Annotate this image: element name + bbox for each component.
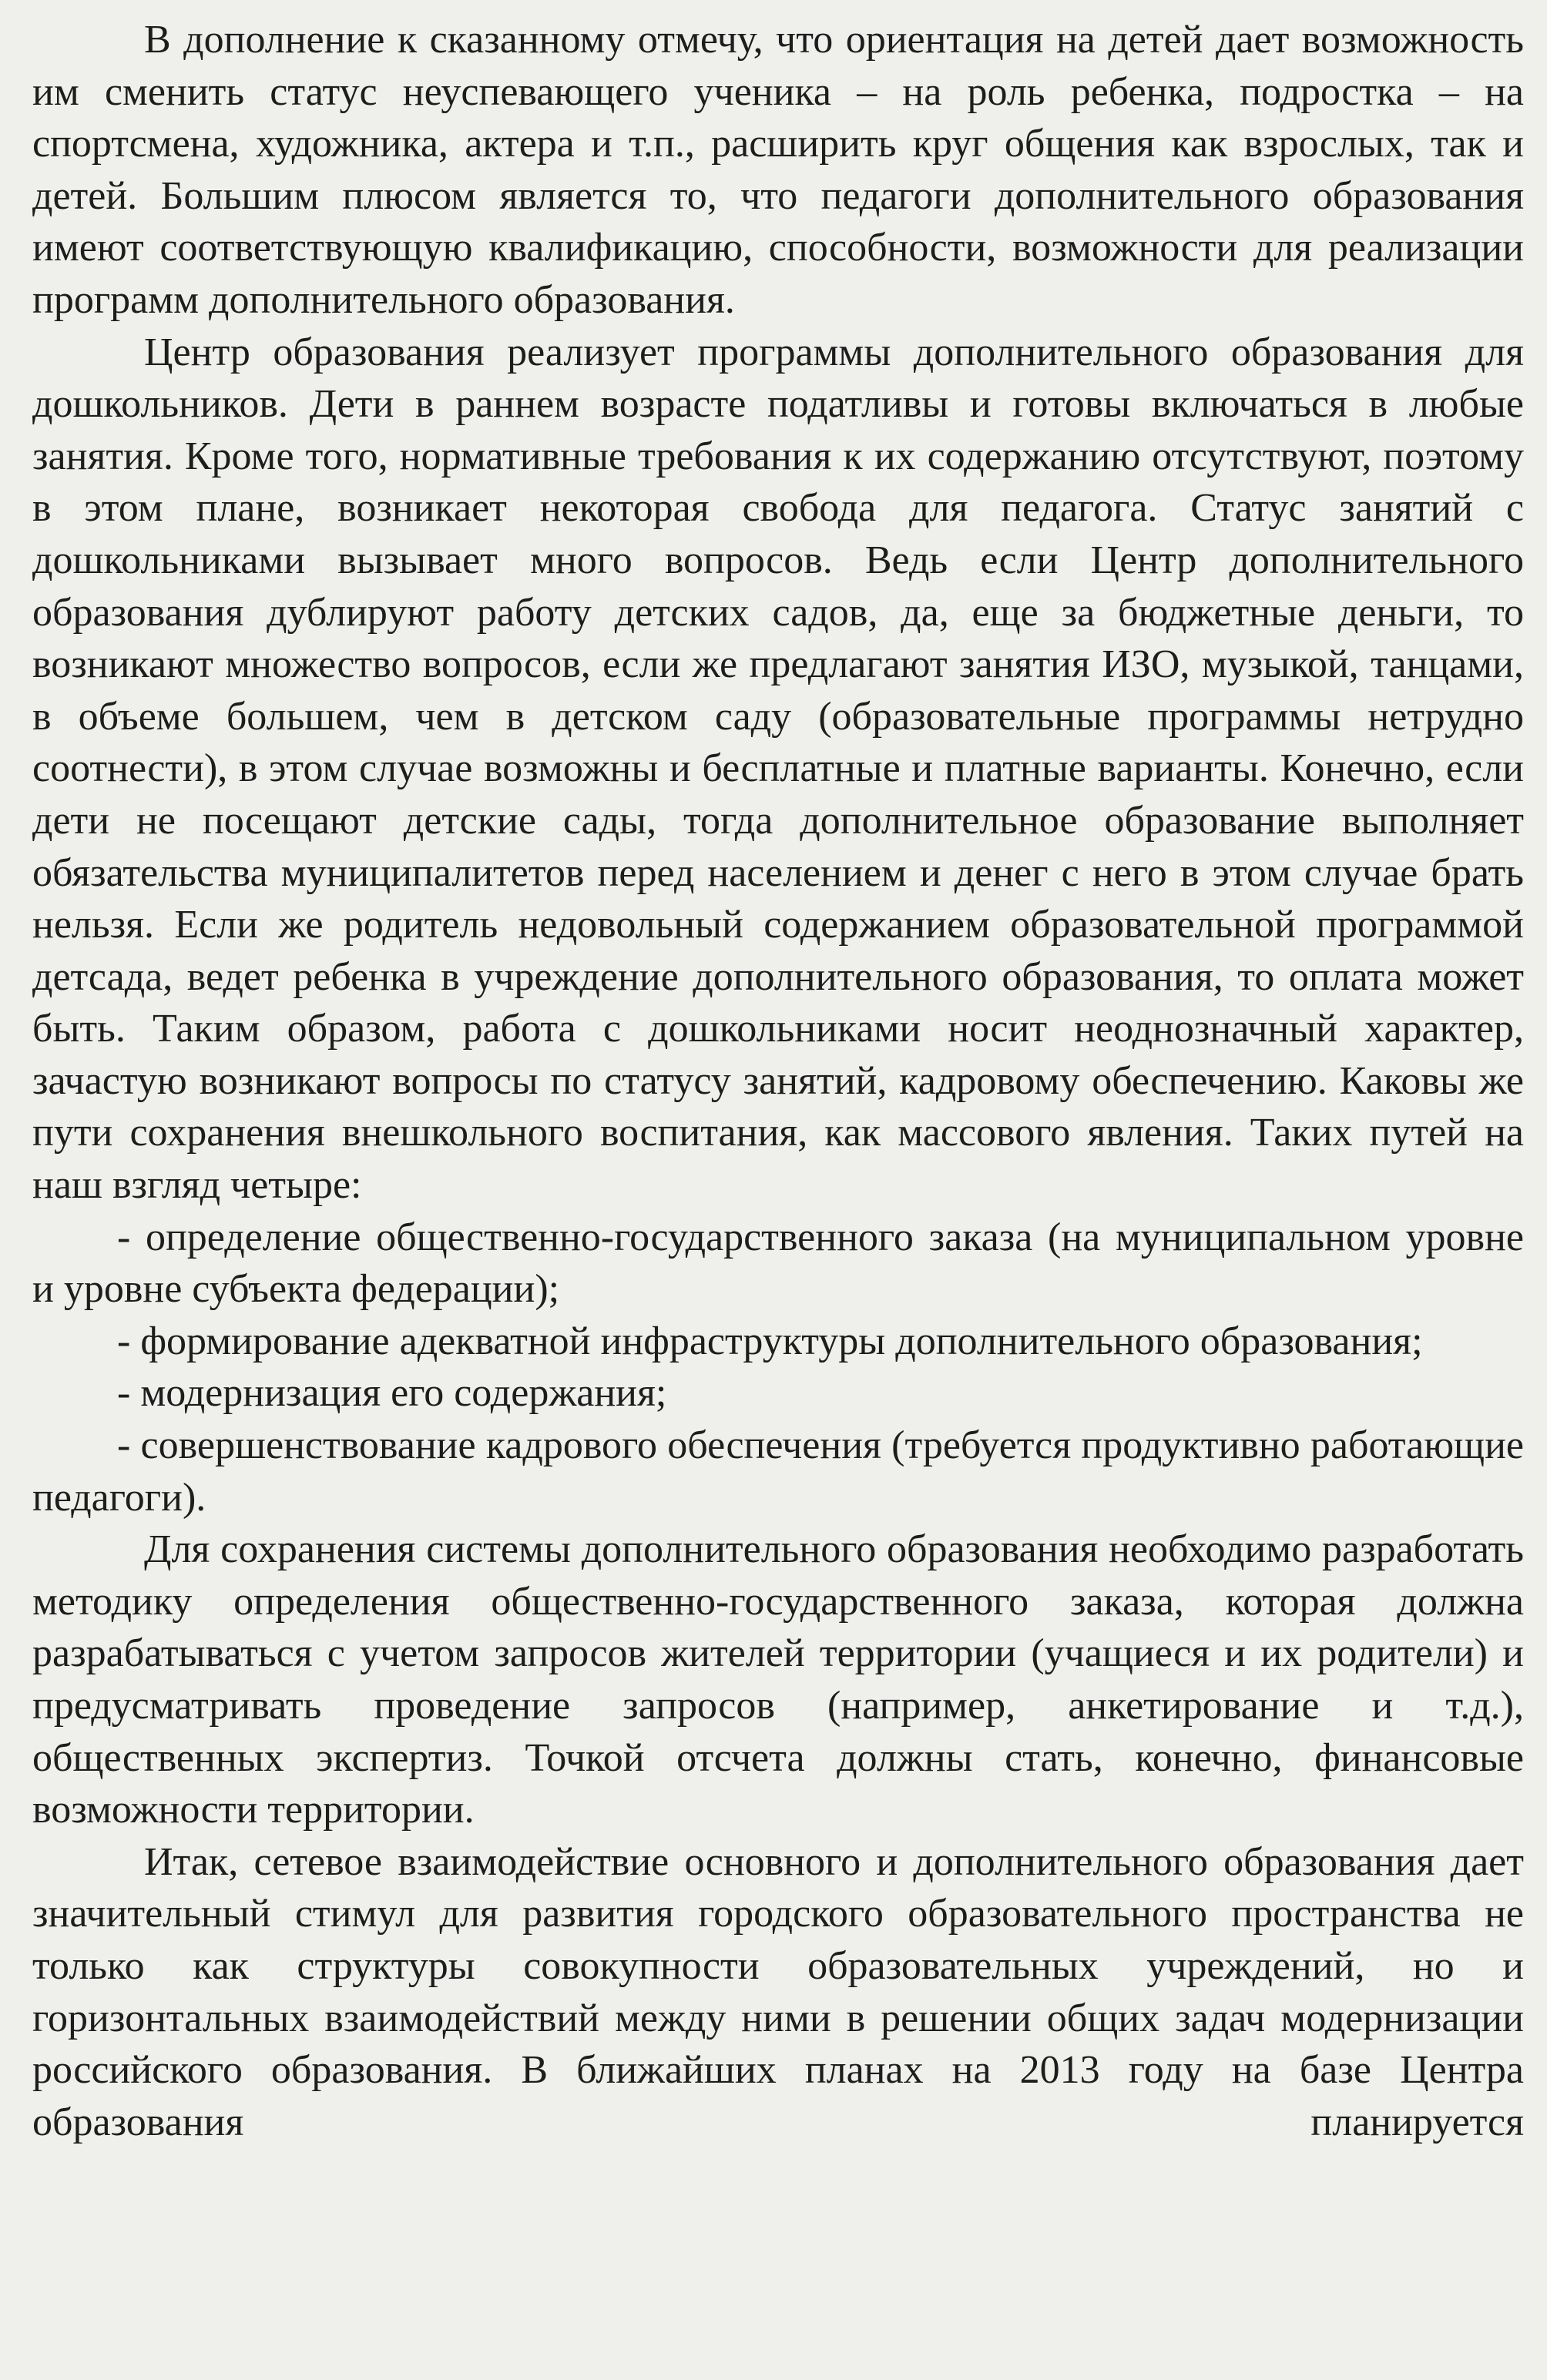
list-item-staffing: - совершенствование кадрового обеспечения (требуется продуктивно работающие педагоги). — [32, 1423, 1524, 1520]
paragraph-orientation-on-children: В дополнение к сказанному отмечу, что ориентация на детей дает возможность им сменить статус неуспевающего ученика – на роль ребенка, подростка – на спортсмена, художника, актера и т.п., расширить круг общения как взрослых, так и детей. Большим плюсом является то, что педагоги дополнительного образования имеют соответствующую квалификацию, способности, возможности для реализации программ дополнительного образования. — [32, 18, 1524, 322]
list-item-state-order: - определение общественно-государственного заказа (на муниципальном уровне и уровне субъекта федерации); — [32, 1215, 1524, 1312]
list-item-infrastructure: - формирование адекватной инфраструктуры дополнительного образования; — [117, 1319, 1423, 1363]
list-item-modernization: - модернизация его содержания; — [117, 1371, 667, 1416]
paragraph-network-interaction: Итак, сетевое взаимодействие основного и дополнительного образования дает значительный стимул для развития городского образовательного пространства не только как структуры совокупности образовательных учреждений, но и горизонтальных взаимодействий между ними в решении общих задач модернизации российского образования. В ближайших планах на 2013 году на базе Центра образования планируется — [32, 1839, 1524, 2144]
paragraph-methodology: Для сохранения системы дополнительного образования необходимо разработать методику определения общественно-государственного заказа, которая должна разрабатываться с учетом запросов жителей территории (учащиеся и их родители) и предусматривать проведение запросов (например, анкетирование и т.д.), общественных экспертиз. Точкой отсчета должны стать, конечно, финансовые возможности территории. — [32, 1527, 1524, 1832]
document-body — [32, 14, 1524, 2148]
paragraph-preschool-programs: Центр образования реализует программы дополнительного образования для дошкольников. Дети в раннем возрасте податливы и готовы включаться в любые занятия. Кроме того, нормативные требования к их содержанию отсутствуют, поэтому в этом плане, возникает некоторая свобода для педагога. Статус занятий с дошкольниками вызывает много вопросов. Ведь если Центр дополнительного образования дублируют работу детских садов, да, еще за бюджетные деньги, то возникают множество вопросов, если же предлагают занятия ИЗО, музыкой, танцами, в объеме большем, чем в детском саду (образовательные программы нетрудно соотнести), в этом случае возможны и бесплатные и платные варианты. Конечно, если дети не посещают детские сады, тогда дополнительное образование выполняет обязательства муниципалитетов перед населением и денег с него в этом случае брать нельзя. Если же родитель недовольный содержанием образовательной программой детсада, ведет ребенка в учреждение дополнительного образования, то оплата может быть. Таким образом, работа с дошкольниками носит неоднозначный характер, зачастую возникают вопросы по статусу занятий, кадровому обеспечению. Каковы же пути сохранения внешкольного воспитания, как массового явления. Таких путей на наш взгляд четыре: — [32, 330, 1524, 1208]
